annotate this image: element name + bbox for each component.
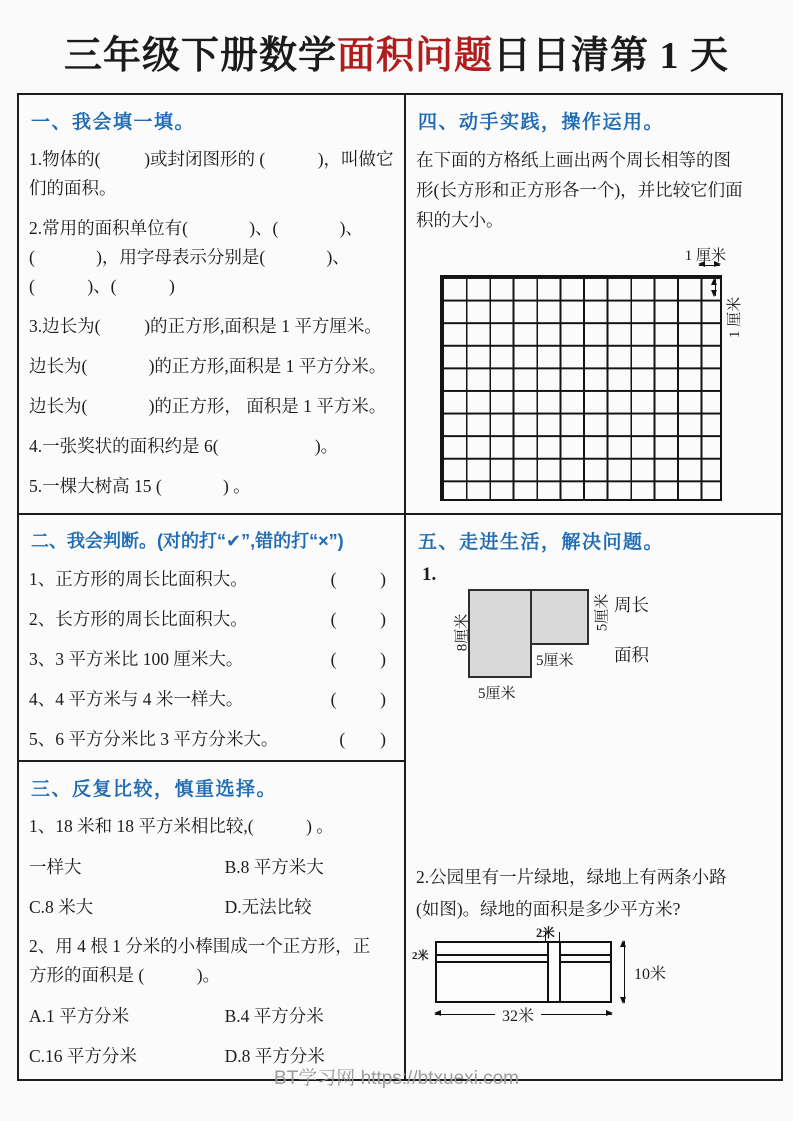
option-item: C.8 米大: [29, 897, 94, 917]
instruction-line: 形(长方形和正方形各一个)，并比较它们面: [416, 180, 743, 200]
option-item: B.4 平方分米: [224, 1006, 324, 1026]
perimeter-label: 周长: [614, 595, 649, 615]
dim-label-square-side: 5厘米: [594, 593, 611, 632]
left-column: [19, 95, 406, 1079]
title-post: 日日清第 1 天: [493, 35, 730, 77]
section-three: [19, 762, 404, 1079]
tick-mark: [559, 932, 560, 941]
park-dim-width: 32米: [495, 1003, 541, 1026]
option-item: B.8 平方米大: [224, 857, 324, 877]
judge-row: [29, 566, 398, 593]
word-problem-line: (如图)。绿地的面积是多少平方米?: [416, 899, 681, 919]
park-vertical-path: [547, 943, 561, 1001]
section-four-heading: 四、动手实践，操作运用。: [418, 112, 665, 133]
lshape-square: [530, 589, 589, 645]
dim-label-left-height: 8厘米: [454, 613, 471, 652]
right-column: [406, 95, 781, 1079]
choice-question: 1、18 米和 18 平方米相比较,( ) 。: [29, 816, 334, 836]
section-two-heading: 二、我会判断。(对的打“✔”,错的打“×”): [31, 531, 344, 551]
worksheet-table: [17, 93, 783, 1081]
dim-label-bottom-width: 5厘米: [478, 686, 516, 702]
choice-question: 方形的面积是 ( )。: [29, 965, 221, 985]
word-problem-line: 2.公园里有一片绿地，绿地上有两条小路: [416, 867, 727, 887]
option-item: D.无法比较: [224, 897, 312, 917]
option-item: C.16 平方分米: [29, 1046, 137, 1066]
choice-question: 2、用 4 根 1 分米的小棒围成一个正方形，正: [29, 936, 371, 956]
fill-line: 5.一棵大树高 15 ( ) 。: [29, 476, 251, 496]
park-rect: [435, 941, 612, 1003]
fill-line: ( )，用字母表示分别是( )、: [29, 247, 350, 267]
judge-text: 1、正方形的周长比面积大。: [29, 569, 248, 589]
option-row: [29, 854, 398, 881]
unit-label-top: 1 厘米: [684, 248, 726, 264]
dim-label-square-bottom: 5厘米: [536, 653, 574, 669]
judge-text: 4、4 平方米与 4 米一样大。: [29, 689, 244, 709]
park-horizontal-path: [437, 954, 610, 963]
title-highlight: 面积问题: [336, 35, 493, 77]
arrow-vertical-icon: [624, 941, 625, 1003]
park-dim-path-left: 2米: [412, 950, 429, 962]
section-two: [19, 515, 404, 762]
fill-line: 们的面积。: [29, 178, 117, 198]
judge-text: 2、长方形的周长比面积大。: [29, 609, 248, 629]
option-item: D.8 平方分米: [224, 1046, 325, 1066]
arrow-horizontal-icon: [699, 265, 720, 266]
section-three-heading: 三、反复比较，慎重选择。: [31, 779, 278, 800]
instruction-line: 积的大小。: [416, 210, 504, 230]
section-five-heading: 五、走进生活，解决问题。: [418, 532, 665, 553]
judge-row: [29, 686, 398, 713]
judge-blank: ( ): [330, 569, 386, 589]
area-label: 面积: [614, 645, 649, 665]
fill-line: 边长为( )的正方形， 面积是 1 平方米。: [29, 396, 387, 416]
section-four: [406, 95, 781, 515]
fill-line: 1.物体的( )或封闭图形的 ( )，叫做它: [29, 149, 394, 169]
unit-label-right: 1 厘米: [726, 296, 743, 339]
fill-line: ( )、( ): [29, 276, 175, 296]
watermark: BT学习网 https://btxuexi.com: [274, 1068, 519, 1089]
judge-blank: ( ): [330, 649, 386, 669]
grid-figure: [440, 248, 743, 501]
instruction-line: 在下面的方格纸上画出两个周长相等的图: [416, 150, 731, 170]
park-dim-path-top: 2米: [536, 926, 555, 940]
park-dim-height: 10米: [634, 966, 667, 983]
lshape-rect: [468, 589, 532, 678]
option-item: 一样大: [29, 857, 82, 877]
option-item: A.1 平方分米: [29, 1006, 130, 1026]
option-row: [29, 894, 398, 921]
judge-text: 3、3 平方米比 100 厘米大。: [29, 649, 244, 669]
judge-blank: ( ): [330, 609, 386, 629]
option-row: [29, 1003, 398, 1030]
question-number: 1.: [422, 564, 437, 585]
judge-blank: ( ): [330, 689, 386, 709]
section-one: [19, 95, 404, 515]
judge-row: [29, 726, 398, 753]
judge-blank: ( ): [339, 729, 386, 749]
grid-paper: [440, 275, 722, 501]
fill-line: 4.一张奖状的面积约是 6( )。: [29, 436, 339, 456]
judge-text: 5、6 平方分米比 3 平方分米大。: [29, 729, 279, 749]
fill-line: 边长为( )的正方形,面积是 1 平方分米。: [29, 356, 387, 376]
title-pre: 三年级下册数学: [63, 35, 337, 77]
page-title: [0, 24, 793, 79]
lshape-figure: [454, 589, 775, 711]
section-five: [406, 515, 781, 1079]
section-one-heading: 一、我会填一填。: [31, 112, 196, 133]
park-figure: [412, 926, 765, 1041]
fill-line: 3.边长为( )的正方形,面积是 1 平方厘米。: [29, 316, 382, 336]
judge-row: [29, 646, 398, 673]
arrow-vertical-icon: [715, 279, 716, 296]
judge-row: [29, 606, 398, 633]
fill-line: 2.常用的面积单位有( )、( )、: [29, 218, 363, 238]
